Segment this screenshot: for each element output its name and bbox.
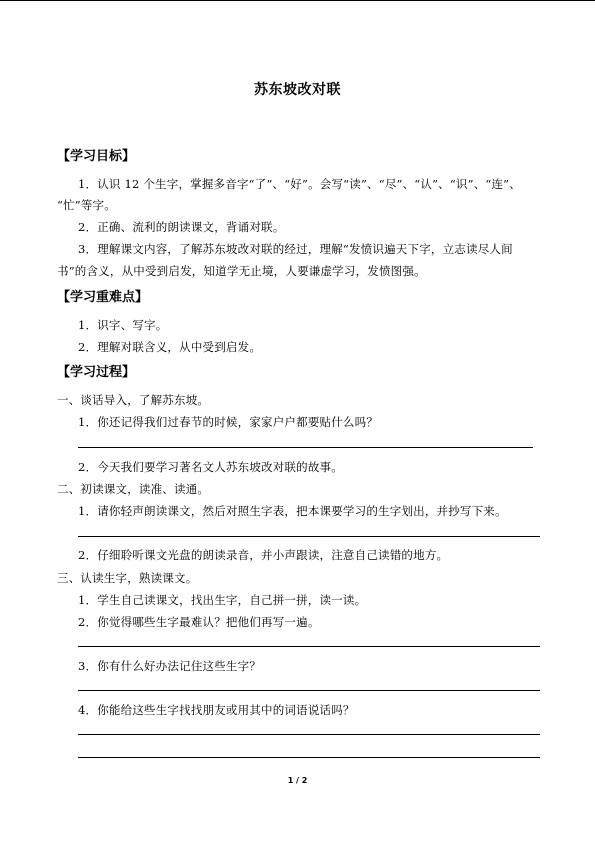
- page-top-rule: [0, 0, 595, 1]
- answer-line: [78, 447, 533, 448]
- page-title: 苏东坡改对联: [254, 82, 341, 98]
- process-part1-question-1: 1．你还记得我们过春节的时候，家家户户都要贴什么吗？: [78, 415, 379, 429]
- process-part2-question-1: 1．请你轻声朗读课文，然后对照生字表，把本课要学习的生字划出，并抄写下来。: [78, 504, 507, 518]
- process-part1-item-2: 2．今天我们要学习著名文人苏东坡改对联的故事。: [78, 460, 343, 474]
- answer-line: [78, 757, 540, 758]
- answer-line: [78, 536, 540, 537]
- goal-item-1-cont: “忙”等字。: [57, 198, 116, 212]
- goals-heading: 【学习目标】: [57, 149, 136, 164]
- goal-item-2: 2．正确、流利的朗读课文，背诵对联。: [78, 220, 285, 234]
- process-part3-item-1: 1．学生自己读课文，找出生字，自己拼一拼，读一读。: [78, 593, 367, 607]
- process-part3-title: 三、认读生字，熟读课文。: [57, 571, 198, 585]
- goal-item-1: 1．认识 12 个生字，掌握多音字“了”、“好”。会写“读”、“尽”、“认”、“识”、“连”、: [78, 177, 521, 191]
- process-part2-title: 二、初读课文，读准、读通。: [57, 482, 210, 496]
- answer-line: [78, 646, 540, 647]
- process-part3-question-3: 3．你有什么好办法记住这些生字？: [78, 659, 262, 673]
- process-part1-title: 一、谈话导入，了解苏东坡。: [57, 393, 210, 407]
- goal-item-3: 3．理解课文内容，了解苏东坡改对联的经过，理解“发愤识遍天下字，立志读尽人间: [78, 242, 513, 256]
- answer-line: [78, 690, 540, 691]
- key-point-item-1: 1．识字、写字。: [78, 318, 168, 332]
- process-part2-item-2: 2．仔细聆听课文光盘的朗读录音，并小声跟读，注意自己读错的地方。: [78, 548, 449, 562]
- goal-item-3-cont: 书”的含义，从中受到启发，知道学无止境，人要谦虚学习，发愤图强。: [57, 264, 426, 278]
- key-points-heading: 【学习重难点】: [57, 290, 149, 305]
- key-point-item-2: 2．理解对联含义，从中受到启发。: [78, 340, 262, 354]
- process-heading: 【学习过程】: [57, 365, 136, 380]
- answer-line: [78, 734, 540, 735]
- process-part3-question-4: 4．你能给这些生字找找朋友或用其中的词语说话吗？: [78, 703, 355, 717]
- process-part3-question-2: 2．你觉得哪些生字最难认？把他们再写一遍。: [78, 615, 320, 629]
- page-number: 1 / 2: [287, 776, 308, 785]
